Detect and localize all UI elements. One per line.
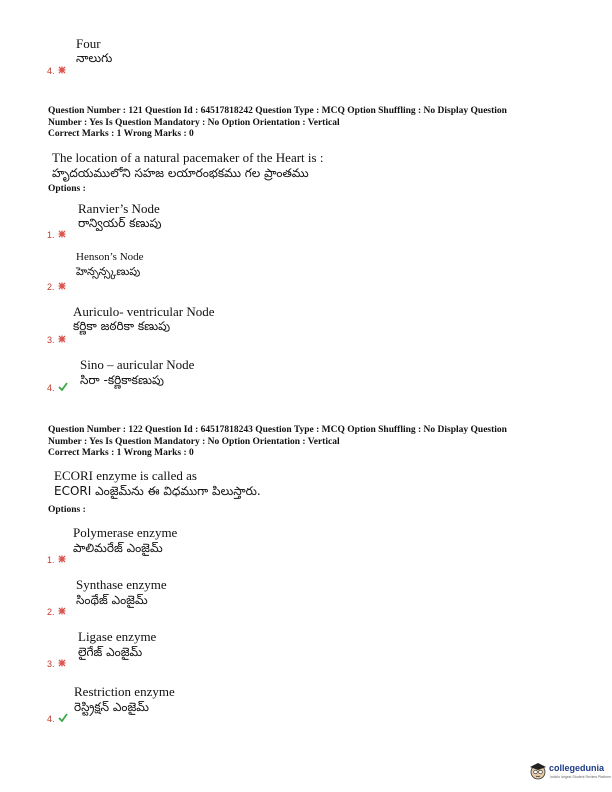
q121-option-3-marker <box>47 330 66 348</box>
question-121-text-en: The location of a natural pacemaker of the Heart is : <box>52 150 324 165</box>
correct-check-icon <box>58 709 68 727</box>
wrong-cross-icon <box>58 654 66 672</box>
prev-option-4-te: నాలుగు <box>76 51 113 65</box>
q122-option-2-te: సింథేజ్ ఎంజైమ్ <box>76 593 148 607</box>
correct-check-icon <box>58 378 68 396</box>
logo-subtitle: India's largest Student Review Platform <box>550 775 611 779</box>
prev-option-4-marker <box>47 61 66 79</box>
q121-option-1-marker <box>47 225 66 243</box>
question-122-text-en: ECORI enzyme is called as <box>54 468 197 483</box>
q121-option-2-en: Henson’s Node <box>76 251 144 263</box>
option-number: 3. <box>47 659 55 669</box>
q121-option-4-marker <box>47 378 68 396</box>
question-121-options-label: Options : <box>48 184 86 194</box>
option-number: 1. <box>47 555 55 565</box>
q121-option-4-en: Sino – auricular Node <box>80 357 195 372</box>
wrong-cross-icon <box>58 602 66 620</box>
wrong-cross-icon <box>58 330 66 348</box>
question-meta-line-1: Question Number : 122 Question Id : 64517818243 Question Type : MCQ Option Shuffling : No Display Question <box>48 425 507 435</box>
q122-option-1-te: పాలిమరేజ్ ఎంజైమ్ <box>73 541 163 555</box>
wrong-cross-icon <box>58 550 66 568</box>
q122-option-3-en: Ligase enzyme <box>78 629 157 644</box>
option-number: 2. <box>47 282 55 292</box>
q122-option-4-te: రెస్ట్రిక్షన్ ఎంజైమ్ <box>74 700 149 714</box>
question-122-options-label: Options : <box>48 505 86 515</box>
collegedunia-logo <box>528 760 612 784</box>
wrong-cross-icon <box>58 61 66 79</box>
wrong-cross-icon <box>58 277 66 295</box>
q122-option-1-marker <box>47 550 66 568</box>
question-122-meta <box>48 425 578 460</box>
q122-option-4-en: Restriction enzyme <box>74 684 175 699</box>
q122-option-3-marker <box>47 654 66 672</box>
option-number: 1. <box>47 230 55 240</box>
option-number: 2. <box>47 607 55 617</box>
q122-option-1-en: Polymerase enzyme <box>73 525 178 540</box>
question-121-meta <box>48 106 578 141</box>
question-121-text-te: హృదయములోని సహజ లయారంభకము గల ప్రాంతము <box>52 166 309 180</box>
option-number: 4. <box>47 714 55 724</box>
q121-option-3-te: కర్ణికా జఠరికా కణుపు <box>73 319 171 333</box>
question-meta-line-1: Question Number : 121 Question Id : 64517818242 Question Type : MCQ Option Shuffling : No Display Question <box>48 106 507 116</box>
q122-option-2-en: Synthase enzyme <box>76 577 167 592</box>
q121-option-1-en: Ranvier’s Node <box>78 201 160 216</box>
q121-option-4-te: సిరా -కర్ణికాకణుపు <box>80 373 164 387</box>
question-marks: Correct Marks : 1 Wrong Marks : 0 <box>48 448 194 458</box>
q121-option-1-te: రాన్వియర్ కణుపు <box>78 216 162 230</box>
q121-option-2-marker <box>47 277 66 295</box>
question-marks: Correct Marks : 1 Wrong Marks : 0 <box>48 129 194 139</box>
q122-option-3-te: లైగేజ్ ఎంజైమ్ <box>78 645 143 659</box>
question-meta-line-2: Number : Yes Is Question Mandatory : No Option Orientation : Vertical <box>48 436 340 447</box>
logo-text: collegedunia <box>549 763 605 773</box>
option-number: 4. <box>47 383 55 393</box>
student-mascot-icon <box>528 760 548 782</box>
prev-option-4-en: Four <box>76 36 101 51</box>
q122-option-4-marker <box>47 709 68 727</box>
question-meta-line-2: Number : Yes Is Question Mandatory : No Option Orientation : Vertical <box>48 117 340 128</box>
q121-option-2-te: హెన్సన్స్కణుపు <box>76 265 141 278</box>
wrong-cross-icon <box>58 225 66 243</box>
option-number: 4. <box>47 66 55 76</box>
question-122-text-te: ECORI ఎంజైమ్‌ను ఈ విధముగా పిలుస్తారు. <box>54 484 261 498</box>
option-number: 3. <box>47 335 55 345</box>
q121-option-3-en: Auriculo- ventricular Node <box>73 304 215 319</box>
q122-option-2-marker <box>47 602 66 620</box>
